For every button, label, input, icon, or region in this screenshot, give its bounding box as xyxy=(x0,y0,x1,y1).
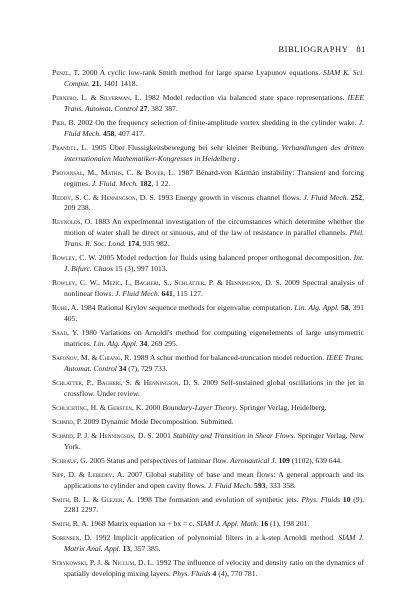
reference-volume: 174 xyxy=(127,239,140,249)
reference-year: 1984 xyxy=(80,303,96,313)
reference-text: Model reduction via balanced state space representations. xyxy=(159,92,348,102)
reference-volume: 58 xyxy=(341,303,349,313)
reference-year: 2005 xyxy=(89,455,105,465)
reference-year: 1883 xyxy=(94,217,110,227)
reference-entry xyxy=(52,193,364,215)
reference-year: 1992 xyxy=(156,558,172,568)
reference-venue: Boundary-Layer Theory xyxy=(162,402,236,412)
reference-year: 2009 xyxy=(284,278,300,288)
reference-text: Status and perspectives of laminar flow. xyxy=(104,455,230,465)
reference-entry xyxy=(52,93,364,115)
reference-text: . Springer Verlag, New York. xyxy=(64,430,364,451)
reference-entry xyxy=(52,470,364,492)
reference-entry xyxy=(52,303,364,325)
reference-venue: J. Fluid Mech. xyxy=(303,192,349,202)
reference-venue: Verhandlungen des dritten internationalen Mathematiker-Kongresses in Heidelberg xyxy=(64,142,364,163)
reference-authors: Provansal, M., Mathis, C. & Boyer, L. xyxy=(52,167,176,177)
reference-year: 2000 xyxy=(145,402,161,412)
reference-text: , 1 22. xyxy=(151,178,171,188)
reference-volume: 109 xyxy=(278,455,290,465)
reference-entry xyxy=(52,378,364,400)
page-number: 81 xyxy=(356,44,366,54)
reference-text: , 407 417. xyxy=(114,128,145,138)
reference-entry xyxy=(52,328,364,350)
reference-authors: Schmid, P. J. & Henningson, D. S. xyxy=(52,430,154,440)
reference-authors: Reynolds, O. xyxy=(52,217,93,227)
reference-authors: Strykowski, P. J. & Niccum, D. L. xyxy=(52,558,155,568)
reference-text: (7), 729 733. xyxy=(126,363,168,373)
reference-year: 2000 xyxy=(82,68,98,77)
reference-authors: Safonov, M. & Chiang, R. xyxy=(52,352,132,362)
reference-year: 2002 xyxy=(77,117,93,127)
reference-venue: Phil. Trans. R. Soc. Lond. xyxy=(64,228,364,249)
reference-entry xyxy=(52,168,364,190)
reference-text: , 391 405. xyxy=(64,303,364,323)
reference-volume: 641 xyxy=(161,289,173,299)
reference-venue: J. Fluid Mech. xyxy=(115,289,160,299)
reference-text: The formation and evolution of synthetic jets. xyxy=(151,494,302,504)
reference-venue: Lin. Alg. Appl. xyxy=(93,338,138,348)
reference-authors: Schlatter, P., Bagheri, S. & Henningson, D. S. xyxy=(52,377,200,387)
reference-text: On the frequency selection of finite-amplitude vortex shedding in the cylinder wake. xyxy=(92,117,359,127)
reference-entry xyxy=(52,519,364,530)
reference-volume: 34 xyxy=(139,338,148,348)
reference-volume: 21 xyxy=(91,78,100,88)
reference-text: Rational Krylov sequence methods for eigenvalue computation. xyxy=(95,303,295,313)
reference-venue: J. Fluid. Mech. xyxy=(91,178,139,188)
reference-entry xyxy=(52,118,364,140)
reference-entry xyxy=(52,558,364,580)
reference-authors: Schlichting, H. & Gersten, K. xyxy=(52,402,144,412)
reference-text: Spectral analysis of nonlinear flows. xyxy=(64,278,364,299)
reference-year: 1905 xyxy=(91,142,107,152)
reference-year: 2007 xyxy=(127,469,143,479)
running-header xyxy=(278,44,366,54)
reference-text: (1102), 639 644. xyxy=(289,455,343,465)
reference-volume: 458 xyxy=(103,128,115,138)
reference-venue: SIAM J. Appl. Math. xyxy=(196,519,259,529)
reference-authors: Sipp, D. & Lebedev, A. xyxy=(52,469,125,479)
reference-entry xyxy=(52,278,364,300)
reference-volume: 16 xyxy=(260,519,269,529)
reference-text: Global stability of base and mean flows: A general approach and its applications to cylinder and open cavity flows. xyxy=(64,469,365,490)
reference-authors: Schrauf, G. xyxy=(52,455,88,465)
reference-volume: 13 xyxy=(122,544,131,554)
reference-volume: 34 xyxy=(118,363,127,373)
running-header-title: BIBLIOGRAPHY xyxy=(278,44,349,54)
reference-text: Model reduction for fluids using balanced proper orthogonal decomposition. xyxy=(114,253,354,263)
reference-text: Matrix equation xa + bx = c. xyxy=(105,519,197,529)
reference-entry xyxy=(52,253,364,275)
reference-venue: IEEE Trans. Automat. Control xyxy=(64,352,364,373)
reference-text: , 209 238. xyxy=(64,192,364,213)
reference-text: Über Flussigkeitsbewegung bei sehr kleiner Reibung. xyxy=(106,142,282,152)
reference-entry xyxy=(52,431,364,453)
reference-entry xyxy=(52,403,364,414)
reference-text: Variations on Arnoldi's method for computing eigenelements of large unsymmetric matrices. xyxy=(64,327,364,348)
reference-text: Self-sustained global oscillations in the jet in crossflow. Under review. xyxy=(64,377,364,398)
reference-authors: Pier, B. xyxy=(52,117,76,127)
reference-year: 1989 xyxy=(133,352,149,362)
reference-authors: Pernebo, L. & Silverman, L. xyxy=(52,92,142,102)
reference-text: Bénard-von Kármán instability: Transient and forcing regimes. xyxy=(64,167,364,188)
reference-text: . xyxy=(236,153,240,163)
reference-venue: SIAM J. Matrix Anal. Appl. xyxy=(64,533,364,554)
reference-year: 1992 xyxy=(95,533,111,543)
reference-authors: Penzl, T. xyxy=(52,68,80,77)
reference-entry xyxy=(52,495,364,517)
reference-text: , 382 387. xyxy=(147,103,178,113)
reference-year: 1968 xyxy=(90,519,106,529)
reference-text: , 115 127. xyxy=(172,289,203,299)
reference-authors: Rowley, C. W., Mezic, I., Bagheri, S., Schlatter, P. & Henningson, D. S. xyxy=(52,278,282,288)
reference-text: A schur method for balanced-truncation model reduction. xyxy=(148,352,327,362)
reference-list xyxy=(52,68,364,583)
reference-authors: Reddy, S. C. & Henningson, D. S. xyxy=(52,192,156,202)
reference-text: (4), 770 781. xyxy=(216,569,258,579)
reference-text: , 935 982. xyxy=(139,239,170,249)
reference-year: 1987 xyxy=(177,167,194,177)
reference-entry xyxy=(52,143,364,165)
reference-text: Dynamic Mode Decomposition. Submitted. xyxy=(99,416,234,426)
reference-venue: Lin. Alg. Appl. xyxy=(294,303,339,313)
reference-text: (9), 2281 2297. xyxy=(64,494,365,515)
reference-year: 1993 xyxy=(157,192,174,202)
reference-volume: 27 xyxy=(139,103,148,113)
reference-authors: Saad, Y. xyxy=(52,327,79,337)
reference-text: Energy growth in viscous channel flows. xyxy=(173,192,304,202)
reference-text: 15 (3), 997 1013. xyxy=(113,264,168,274)
reference-entry xyxy=(52,456,364,467)
reference-venue: Stability and Transition in Shear Flows xyxy=(173,430,294,440)
reference-entry xyxy=(52,68,364,90)
reference-year: 2009 xyxy=(83,416,100,426)
reference-authors: Smith, R. A. xyxy=(52,519,89,529)
reference-text: , 357 385. xyxy=(130,544,161,554)
reference-year: 2005 xyxy=(98,253,115,263)
reference-text: An experimental investigation of the circumstances which determine whether the motion of water shall be direct or sinuous, and of the law of resistance in parallel channels. xyxy=(64,217,365,238)
reference-text: , 269 295. xyxy=(147,338,178,348)
reference-text: The influence of velocity and density ratio on the dynamics of spatially developing mixing layers. xyxy=(64,558,364,579)
reference-authors: Schmid, P. xyxy=(52,416,82,426)
reference-venue: Aeronautical J. xyxy=(229,455,277,465)
reference-year: 1982 xyxy=(144,92,160,102)
reference-volume: 252 xyxy=(350,192,363,202)
reference-text: A cyclic low-rank Smith method for large sparse Lyapunov equations. xyxy=(97,68,324,77)
reference-authors: Rowley, C. W. xyxy=(52,253,97,263)
reference-authors: Ruhe, A. xyxy=(52,303,79,313)
reference-text: , 1401 1418. xyxy=(99,78,138,88)
reference-year: 1980 xyxy=(81,327,97,337)
reference-volume: 10 xyxy=(342,494,351,504)
reference-authors: Prandtl, L. xyxy=(52,142,89,152)
reference-text: (1), 198 201. xyxy=(268,519,310,529)
reference-venue: IEEE Trans. Automat. Control xyxy=(64,92,364,113)
reference-year: 1998 xyxy=(136,494,152,504)
reference-venue: Int. J. Bifurc. Chaos xyxy=(64,253,364,274)
reference-year: 2009 xyxy=(202,377,218,387)
reference-venue: Phys. Fluids xyxy=(172,569,211,579)
reference-venue: Phys. Fluids xyxy=(301,494,341,504)
reference-entry xyxy=(52,217,364,250)
reference-venue: J. Fluid Mech. xyxy=(207,480,253,490)
reference-entry xyxy=(52,417,364,428)
reference-text: Implicit application of polynomial filters in a k-step Arnoldi method. xyxy=(110,533,339,543)
reference-volume: 4 xyxy=(212,569,217,579)
reference-entry xyxy=(52,353,364,375)
reference-entry xyxy=(52,533,364,555)
reference-text: . Springer Verlag, Heidelberg. xyxy=(235,402,327,412)
reference-authors: Sorensen, D. xyxy=(52,533,92,543)
reference-volume: 593 xyxy=(254,480,266,490)
reference-authors: Smith, B. L. & Glezer, A. xyxy=(52,494,134,504)
reference-text: , 333 358. xyxy=(265,480,296,490)
reference-year: 2001 xyxy=(155,430,171,440)
reference-venue: J. Fluid Mech. xyxy=(64,117,364,138)
reference-volume: 182 xyxy=(139,178,152,188)
reference-venue: SIAM K. Sci. Comput. xyxy=(64,68,364,88)
